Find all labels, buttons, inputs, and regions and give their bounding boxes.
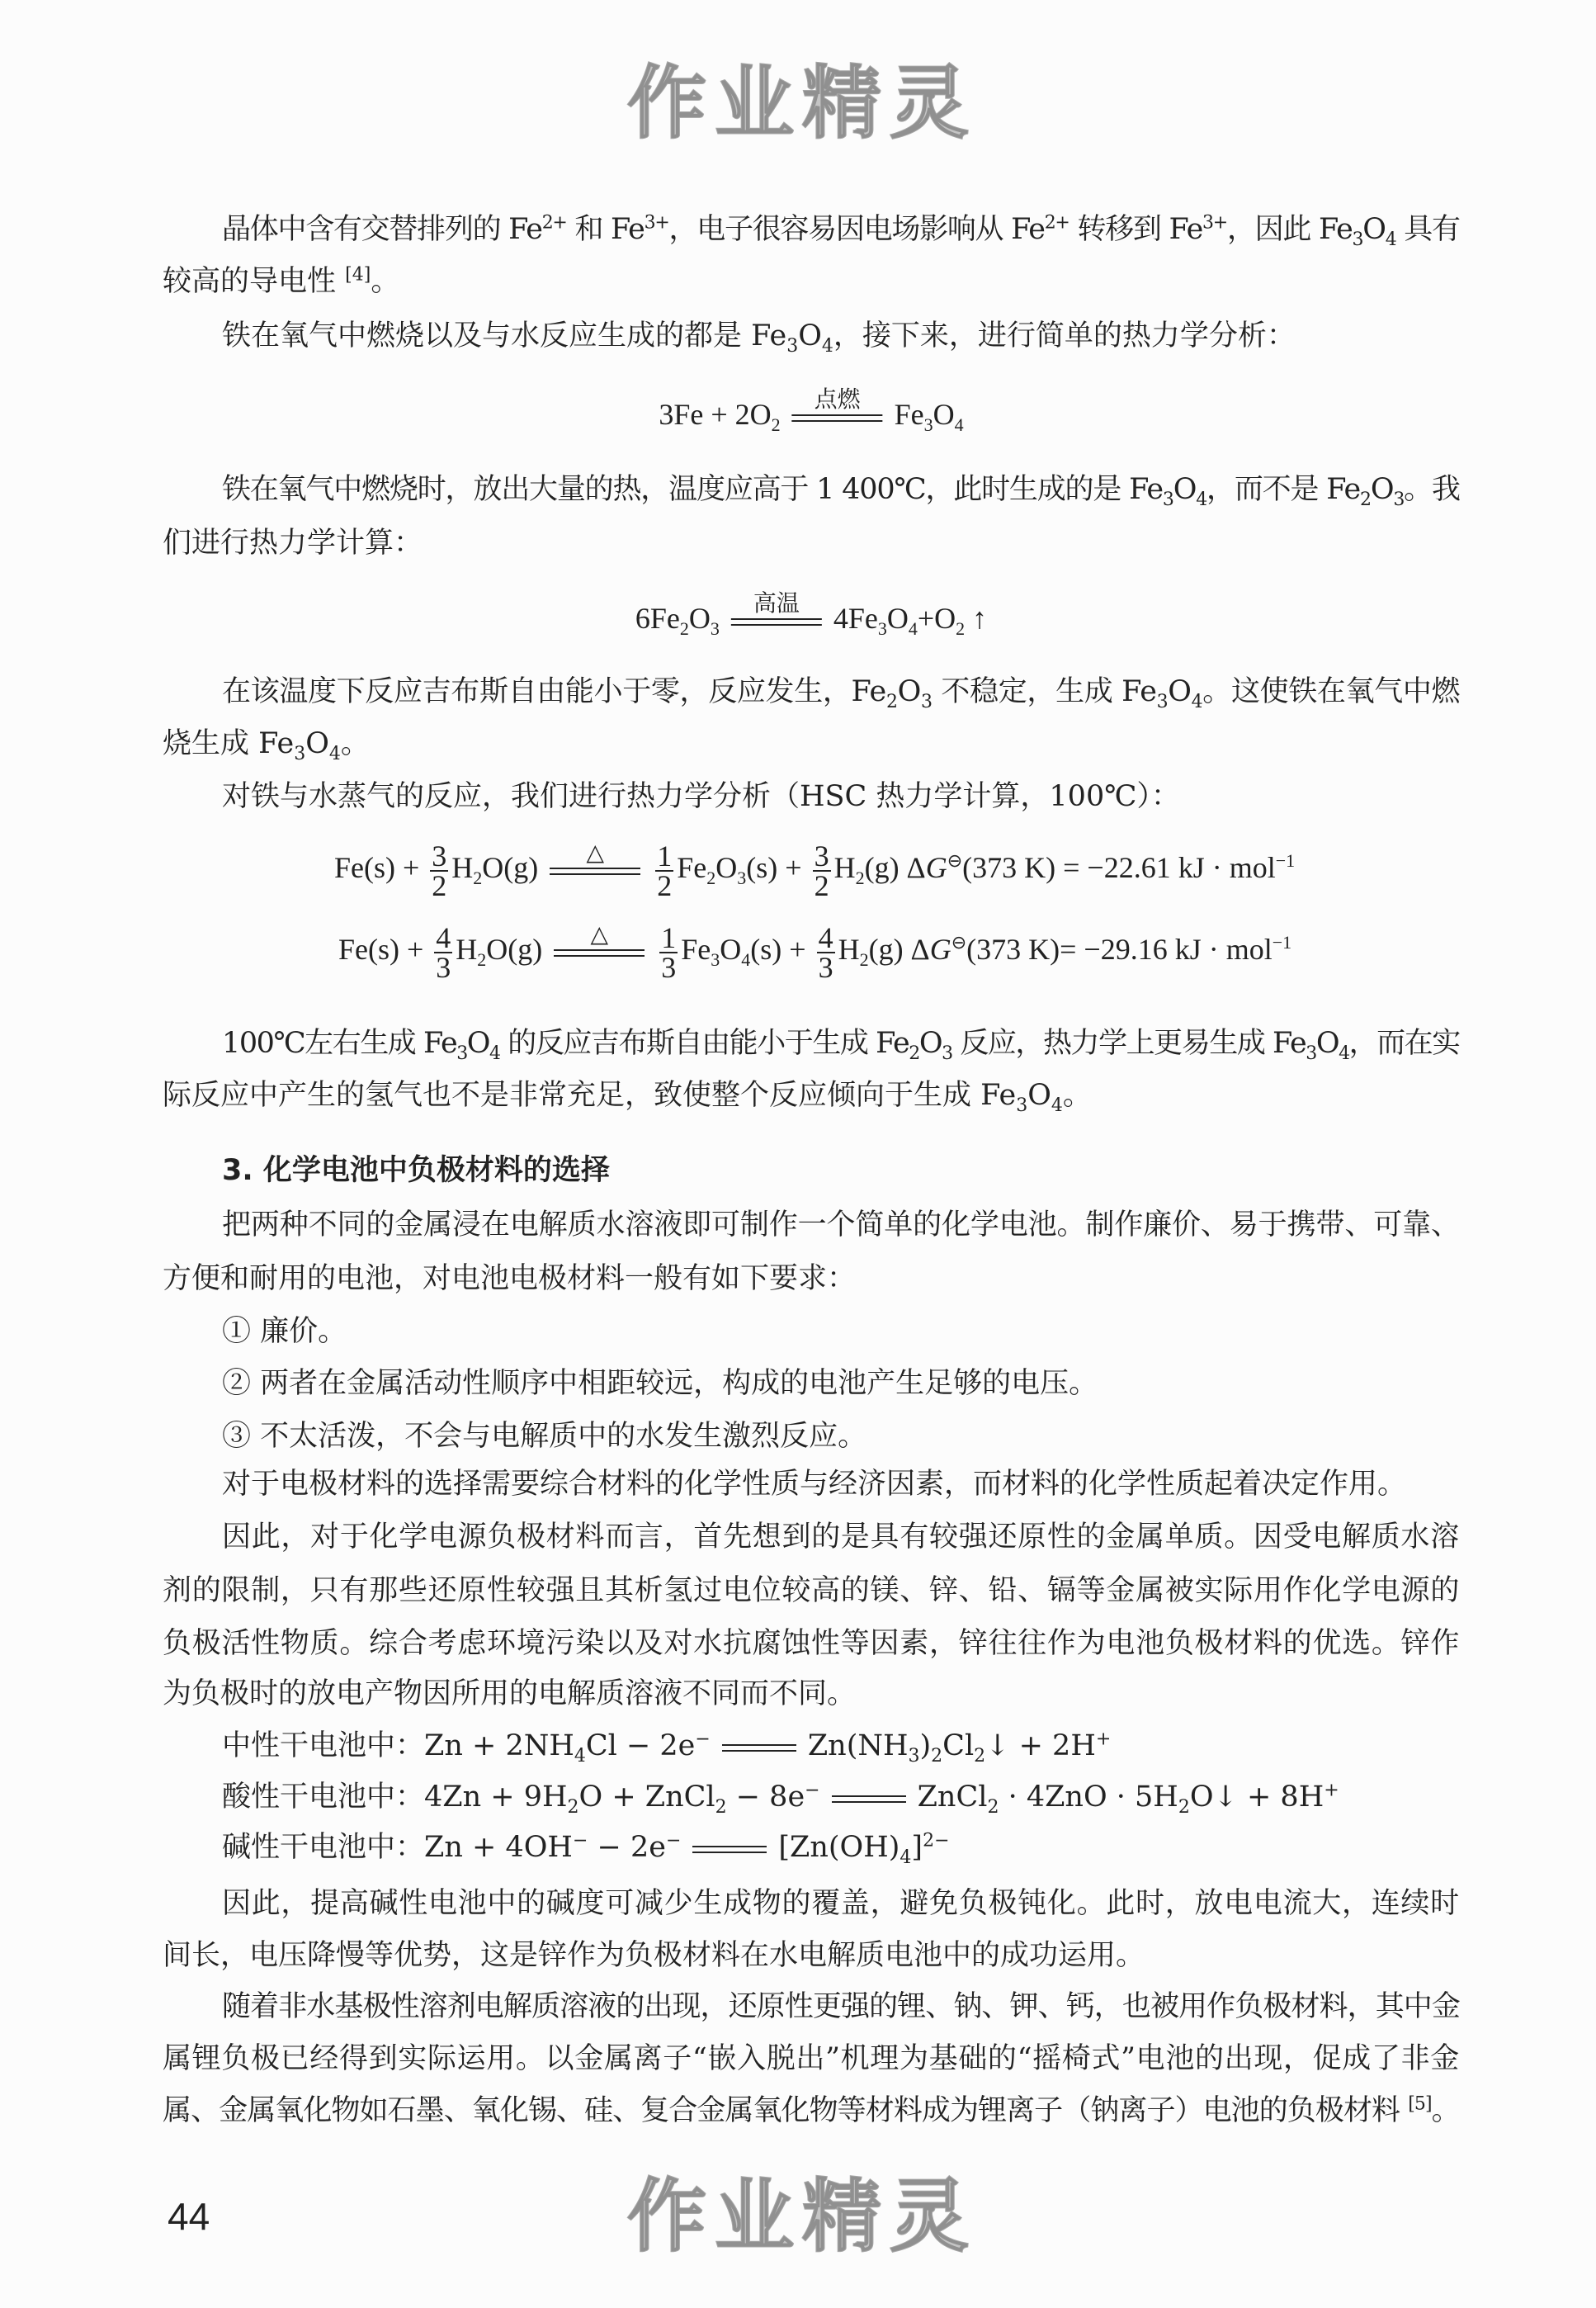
text-line	[163, 1253, 856, 1305]
denominator: 2	[657, 868, 673, 902]
text-run: O	[886, 602, 909, 635]
subscript: 4	[954, 414, 964, 436]
text-run: 在该温度下反应吉布斯自由能小于零，反应发生，Fe	[222, 675, 886, 708]
text-run: 们进行热力学计算：	[163, 527, 423, 560]
reaction-equals-sign	[722, 1744, 796, 1751]
numerator: 3	[814, 839, 829, 873]
text-run: − 2e	[588, 1831, 666, 1864]
text-line	[222, 1822, 950, 1874]
subscript: 3	[920, 692, 933, 712]
subscript: 2	[715, 1797, 727, 1818]
subscript: 2	[567, 1797, 579, 1818]
subscript: 3	[1156, 692, 1169, 712]
text-run: O↓ + 8H	[1189, 1781, 1324, 1814]
reaction-equals-sign	[792, 386, 883, 421]
text-run: 剂的限制，只有那些还原性较强且其析氢过电位较高的镁、锌、铅、镉等金属被实际用作化学电源的	[163, 1574, 1461, 1607]
text-line	[163, 1070, 1092, 1122]
superscript: 2+	[541, 212, 567, 234]
text-run: H	[833, 851, 856, 884]
text-run: 100℃左右生成 Fe	[222, 1027, 457, 1060]
italic-symbol: G	[929, 933, 951, 966]
fraction	[817, 920, 835, 984]
superscript: −	[695, 1729, 711, 1750]
text-run: O	[688, 602, 711, 635]
subscript: 4	[1191, 692, 1203, 712]
text-run: 。	[1431, 2094, 1460, 2127]
chemical-equation	[659, 386, 964, 441]
text-line	[222, 1411, 866, 1463]
text-run: O	[720, 933, 742, 966]
text-line	[222, 1306, 347, 1358]
subscript: 3	[923, 414, 933, 436]
text-run: 把两种不同的金属浸在电解质水溶液即可制作一个简单的化学电池。制作廉价、易于携带、可靠、	[222, 1208, 1460, 1241]
numerator: 3	[432, 839, 447, 873]
text-run: ② 两者在金属活动性顺序中相距较远，构成的电池产生足够的电压。	[222, 1367, 1098, 1400]
subscript: 3	[1016, 1095, 1028, 1116]
text-line	[222, 1771, 1339, 1823]
subscript: 4	[1196, 490, 1207, 510]
text-run: 。	[340, 727, 370, 760]
text-run: O	[715, 851, 738, 884]
text-run: ，电子很容易因电场影响从 Fe	[668, 213, 1045, 246]
subscript: 3	[1162, 490, 1173, 510]
subscript: 3	[786, 336, 799, 357]
text-run: ，而在实	[1348, 1027, 1460, 1060]
text-line	[222, 1199, 1460, 1251]
text-run: H	[456, 933, 478, 966]
text-run: ]	[911, 1831, 923, 1864]
reaction-equals-sign	[554, 921, 645, 956]
text-run: 不稳定，生成 Fe	[932, 675, 1157, 708]
superscript: −	[805, 1780, 820, 1801]
subscript: 2	[477, 949, 487, 971]
text-run: 。我	[1404, 473, 1460, 506]
subscript: 3	[942, 1043, 952, 1064]
reaction-condition: △	[586, 839, 605, 866]
denominator: 2	[432, 868, 447, 902]
text-run: +O	[917, 602, 956, 635]
text-run: · 4ZnO · 5H	[999, 1781, 1178, 1814]
text-run: 烧生成 Fe	[163, 727, 295, 760]
subscript: 3	[710, 618, 720, 640]
text-run: O	[1173, 473, 1197, 506]
subscript: 4	[328, 744, 341, 764]
fraction	[813, 839, 831, 902]
text-run: Zn(NH	[807, 1729, 909, 1762]
text-run: 和 Fe	[566, 213, 645, 246]
text-run: [Zn(OH)	[778, 1831, 900, 1864]
text-run: )	[919, 1729, 932, 1762]
text-run: O	[305, 727, 329, 760]
text-line	[222, 464, 1460, 516]
text-run: H	[838, 933, 860, 966]
text-run: (373 K) = −22.61 kJ · mol	[962, 851, 1276, 884]
text-line	[222, 1720, 1111, 1772]
text-run: 具有	[1395, 213, 1460, 246]
subscript: 2	[987, 1797, 999, 1818]
text-run: ，接下来，进行简单的热力学分析：	[833, 319, 1296, 352]
watermark: 作业精灵	[627, 57, 977, 149]
text-run: 中性干电池中：Zn + 2NH	[222, 1729, 574, 1762]
section-heading	[222, 1145, 610, 1197]
fraction	[430, 839, 448, 902]
text-run: Cl	[942, 1729, 975, 1762]
text-run: 。这使铁在氧气中燃	[1202, 675, 1461, 708]
subscript: 2	[1178, 1797, 1190, 1818]
double-line	[792, 414, 883, 422]
text-run: 。	[1062, 1079, 1092, 1112]
text-run: 负极活性物质。综合考虑环境污染以及对水抗腐蚀性等因素，锌往往作为电池负极材料的优选。锌作	[163, 1627, 1461, 1660]
reaction-equals-sign	[731, 590, 822, 625]
subscript: 2	[855, 868, 865, 889]
numerator: 4	[818, 920, 833, 954]
subscript: 4	[489, 1043, 500, 1064]
text-run: 对于电极材料的选择需要综合材料的化学性质与经济因素，而材料的化学性质起着决定作用。	[222, 1468, 1407, 1501]
double-line	[692, 1846, 767, 1853]
text-run: O(g)	[482, 851, 539, 884]
superscript: [5]	[1408, 2093, 1432, 2115]
subscript: 2	[931, 1746, 943, 1766]
chemical-equation	[338, 916, 1291, 982]
text-run: O	[798, 319, 822, 352]
reaction-equals-sign	[832, 1795, 906, 1802]
subscript: 3	[737, 868, 747, 889]
text-line	[222, 204, 1460, 256]
text-run: 际反应中产生的氢气也不是非常充足，致使整个反应倾向于生成 Fe	[163, 1079, 1017, 1112]
superscript: −	[665, 1830, 682, 1852]
text-run: 间长，电压降慢等优势，这是锌作为负极材料在水电解质电池中的成功运用。	[163, 1939, 1145, 1972]
text-line	[163, 1930, 1145, 1982]
text-run: 为负极时的放电产物因所用的电解质溶液不同而不同。	[163, 1677, 857, 1710]
reaction-equals-sign	[550, 839, 640, 874]
text-run: O	[1370, 473, 1394, 506]
text-line	[222, 1358, 1098, 1410]
subscript: 3	[877, 618, 887, 640]
text-run: O(g)	[486, 933, 543, 966]
subscript: 2	[706, 868, 716, 889]
reaction-condition: △	[590, 921, 609, 948]
subscript: 3	[1393, 490, 1405, 510]
text-run: O	[466, 1027, 490, 1060]
subscript: 2	[473, 868, 483, 889]
text-run: (g) Δ	[868, 933, 930, 966]
subscript: 2	[974, 1746, 986, 1766]
double-line	[554, 949, 645, 957]
text-line	[222, 1878, 1460, 1930]
text-run: (g) Δ	[864, 851, 926, 884]
fraction	[659, 920, 678, 984]
text-run: O + ZnCl	[578, 1781, 715, 1814]
text-run: 属、金属氧化物如石墨、氧化锡、硅、复合金属氧化物等材料成为锂离子（钠离子）电池的负极材料	[163, 2094, 1409, 2127]
text-run: Fe(s) +	[334, 851, 427, 884]
text-run: 铁在氧气中燃烧时，放出大量的热，温度应高于 1 400℃，此时生成的是 Fe	[222, 473, 1163, 506]
text-line	[222, 771, 1180, 823]
page-number: 44	[168, 2195, 210, 2238]
superscript: ⊖	[951, 932, 967, 953]
subscript: 4	[821, 336, 833, 357]
subscript: 3	[908, 1746, 920, 1766]
subscript: 4	[1051, 1095, 1063, 1116]
text-run: 。	[371, 265, 400, 298]
subscript: 4	[1385, 229, 1396, 250]
fraction	[655, 839, 673, 902]
text-run: O	[1315, 1027, 1339, 1060]
text-run: H	[451, 851, 474, 884]
text-line	[163, 1618, 1460, 1670]
superscript: −1	[1275, 850, 1296, 871]
subscript: 4	[1339, 1043, 1349, 1064]
subscript: 4	[900, 1847, 912, 1868]
text-line	[222, 310, 1296, 362]
text-run: 3Fe + 2O	[659, 398, 772, 431]
subscript: 4	[741, 949, 751, 971]
subscript: 2	[771, 414, 781, 436]
text-run: 铁在氧气中燃烧以及与水反应生成的都是 Fe	[222, 319, 787, 352]
text-line	[163, 2085, 1460, 2137]
text-run: ① 廉价。	[222, 1315, 347, 1348]
text-run: 因此，对于化学电源负极材料而言，首先想到的是具有较强还原性的金属单质。因受电解质水溶	[222, 1521, 1460, 1554]
double-line	[731, 618, 822, 626]
superscript: 2−	[923, 1830, 950, 1852]
text-line	[163, 1565, 1460, 1617]
text-line	[222, 1981, 1460, 2033]
text-run: 方便和耐用的电池，对电池电极材料一般有如下要求：	[163, 1262, 857, 1295]
superscript: −	[572, 1830, 588, 1852]
subscript: 2	[679, 618, 689, 640]
text-run: 较高的导电性	[163, 265, 346, 298]
text-run: ↑	[965, 602, 988, 635]
text-run: Fe	[677, 851, 707, 884]
text-run: (s) +	[746, 851, 810, 884]
fraction	[434, 920, 452, 984]
italic-symbol: G	[925, 851, 947, 884]
text-run: (373 K)= −29.16 kJ · mol	[966, 933, 1273, 966]
text-run: ↓ + 2H	[985, 1729, 1096, 1762]
text-run: 6Fe	[635, 602, 680, 635]
double-line	[722, 1744, 796, 1752]
text-line	[163, 256, 399, 308]
text-run: 随着非水基极性溶剂电解质溶液的出现，还原性更强的锂、钠、钾、钙，也被用作负极材料，其中金	[222, 1990, 1460, 2023]
text-run: 酸性干电池中：4Zn + 9H	[222, 1781, 568, 1814]
subscript: 3	[294, 744, 306, 764]
text-run: ③ 不太活泼，不会与电解质中的水发生激烈反应。	[222, 1420, 867, 1453]
superscript: +	[1095, 1729, 1112, 1750]
text-run: (s) +	[750, 933, 814, 966]
numerator: 4	[436, 920, 451, 954]
text-run: 碱性干电池中：Zn + 4OH	[222, 1831, 573, 1864]
text-line	[163, 518, 423, 570]
reaction-condition: 高温	[753, 590, 800, 617]
text-run: ，因此 Fe	[1226, 213, 1353, 246]
denominator: 3	[436, 950, 451, 984]
text-run: Fe(s) +	[338, 933, 432, 966]
superscript: 3+	[1202, 212, 1227, 234]
numerator: 1	[661, 920, 677, 954]
text-run: Fe	[681, 933, 711, 966]
numerator: 1	[657, 839, 673, 873]
superscript: 2+	[1044, 212, 1070, 234]
chemical-equation	[635, 590, 988, 645]
text-line	[222, 1511, 1460, 1563]
text-run: O	[1027, 1079, 1051, 1112]
subscript: 2	[956, 618, 966, 640]
subscript: 3	[711, 949, 720, 971]
denominator: 3	[818, 950, 833, 984]
text-line	[163, 1668, 856, 1720]
denominator: 3	[661, 950, 677, 984]
text-run: − 8e	[726, 1781, 805, 1814]
subscript: 4	[908, 618, 918, 640]
subscript: 3	[1352, 229, 1363, 250]
superscript: −1	[1272, 932, 1292, 953]
text-run: 对铁与水蒸气的反应，我们进行热力学分析（HSC 热力学计算，100℃）：	[222, 780, 1180, 813]
text-run: 晶体中含有交替排列的 Fe	[222, 213, 542, 246]
text-run: ，而不是 Fe	[1206, 473, 1360, 506]
text-run: O	[918, 1027, 942, 1060]
reaction-condition: 点燃	[814, 386, 861, 413]
text-run: 转移到 Fe	[1069, 213, 1203, 246]
text-run: 因此，提高碱性电池中的碱度可减少生成物的覆盖，避免负极钝化。此时，放电电流大，连续时	[222, 1887, 1460, 1920]
denominator: 2	[814, 868, 829, 902]
subscript: 2	[885, 692, 898, 712]
watermark: 作业精灵	[627, 2170, 977, 2263]
subscript: 3	[456, 1043, 467, 1064]
double-line	[832, 1795, 906, 1803]
superscript: ⊖	[947, 850, 963, 871]
subscript: 2	[1359, 490, 1371, 510]
text-line	[222, 666, 1460, 718]
text-run: Fe	[894, 398, 924, 431]
superscript: +	[1324, 1780, 1339, 1801]
subscript: 4	[574, 1746, 586, 1766]
text-run: O	[933, 398, 955, 431]
text-run: 4Fe	[833, 602, 878, 635]
text-line	[163, 718, 370, 770]
text-run: 的反应吉布斯自由能小于生成 Fe	[499, 1027, 909, 1060]
chemical-equation	[334, 835, 1295, 901]
text-run: 3. 化学电池中负极材料的选择	[222, 1154, 610, 1187]
reaction-equals-sign	[692, 1846, 767, 1852]
subscript: 2	[909, 1043, 919, 1064]
text-line	[222, 1018, 1460, 1070]
subscript: 3	[1306, 1043, 1316, 1064]
text-run: O	[1168, 675, 1192, 708]
text-run: ZnCl	[917, 1781, 988, 1814]
text-line	[222, 1459, 1406, 1511]
text-run: 反应，热力学上更易生成 Fe	[951, 1027, 1306, 1060]
text-run: 属锂负极已经得到实际运用。以金属离子“嵌入脱出”机理为基础的“摇椅式”电池的出现，促成了非金	[163, 2042, 1460, 2075]
superscript: [4]	[345, 264, 371, 286]
subscript: 2	[859, 949, 869, 971]
superscript: 3+	[644, 212, 669, 234]
text-line	[163, 2033, 1460, 2085]
text-run: O	[1362, 213, 1386, 246]
double-line	[550, 868, 640, 875]
text-run: O	[897, 675, 921, 708]
text-run: Cl − 2e	[585, 1729, 696, 1762]
